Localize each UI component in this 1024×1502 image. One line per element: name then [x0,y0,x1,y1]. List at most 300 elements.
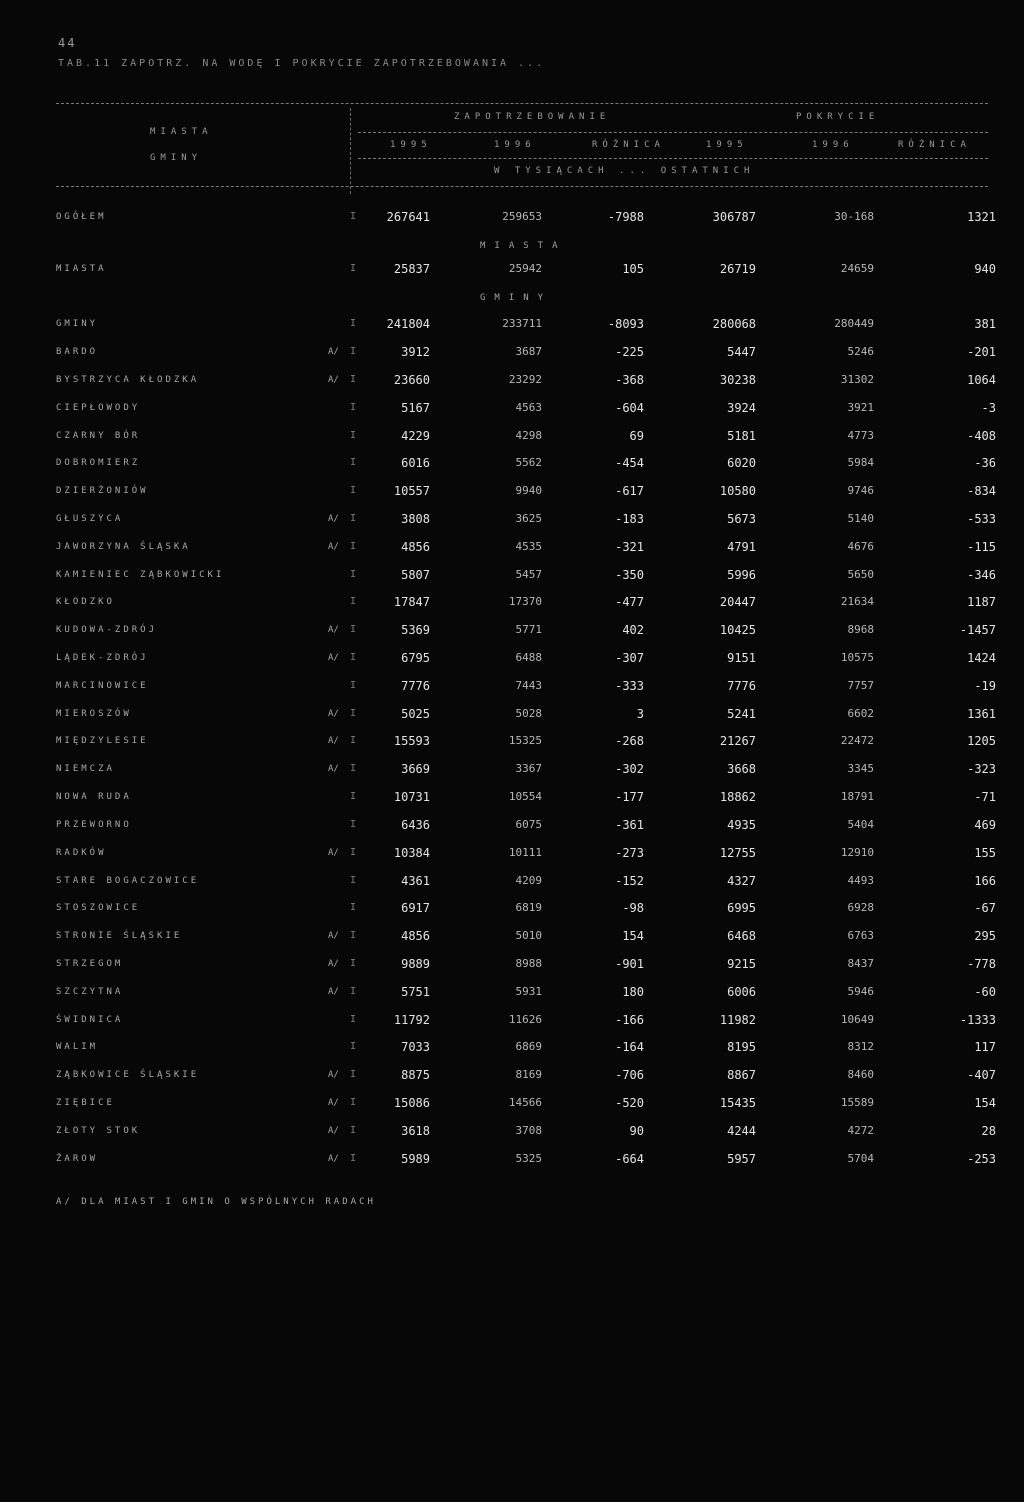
row-value-c1: 3808 [401,512,430,526]
row-value-c1: 7776 [401,679,430,693]
row-value-c1: 5369 [401,623,430,637]
row-value-c1: 15593 [393,734,430,748]
row-value-c1: 10731 [393,790,430,804]
row-value-c2: 5010 [515,929,542,942]
header-rule-top [56,103,988,104]
row-value-c6: 1205 [967,734,996,748]
header-col-5: 1996 [812,140,854,150]
row-name: CIEPŁOWODY [56,403,141,413]
table-row [56,455,996,477]
row-value-c4: 4244 [727,1124,756,1138]
table-row [56,1151,996,1173]
row-value-c2: 5562 [515,456,542,469]
row-value-c4: 6020 [727,456,756,470]
table-row [56,567,996,589]
row-value-c1: 25837 [393,262,430,276]
row-value-c2: 6075 [515,818,542,831]
row-name: BYSTRZYCA KŁODZKA [56,375,200,385]
row-value-c4: 30238 [719,373,756,387]
row-value-c3: 180 [622,985,644,999]
row-flag: A/ [328,987,339,997]
table-row [56,594,996,616]
row-separator: I [350,263,357,274]
row-name: SZCZYTNA [56,987,124,997]
header-area-label: MIASTA [150,127,213,137]
row-separator: I [350,624,357,635]
row-name: ZĄBKOWICE ŚLĄSKIE [56,1070,200,1080]
header-col-6: RÓŻNICA [898,140,971,150]
row-value-c2: 3367 [515,762,542,775]
table-row [56,928,996,950]
row-value-c1: 5989 [401,1152,430,1166]
row-value-c4: 12755 [719,846,756,860]
row-flag: A/ [328,375,339,385]
table-row [56,984,996,1006]
row-value-c6: -67 [974,901,996,915]
row-name: NOWA RUDA [56,792,132,802]
row-name: KAMIENIEC ZĄBKOWICKI [56,570,225,580]
row-separator: I [350,541,357,552]
row-value-c5: 5704 [847,1152,874,1165]
row-value-c2: 4535 [515,540,542,553]
row-value-c4: 9215 [727,957,756,971]
row-separator: I [350,819,357,830]
table-row [56,678,996,700]
row-value-c4: 8867 [727,1068,756,1082]
row-value-c5: 5984 [847,456,874,469]
row-value-c6: -60 [974,985,996,999]
table-row [56,539,996,561]
row-value-c2: 5931 [515,985,542,998]
row-value-c3: 105 [622,262,644,276]
row-value-c6: 166 [974,874,996,888]
row-value-c3: -164 [615,1040,644,1054]
row-separator: I [350,346,357,357]
section-communes: GMINY [480,293,553,303]
row-value-c3: -225 [615,345,644,359]
row-value-c6: -1333 [959,1013,996,1027]
row-value-c4: 3924 [727,401,756,415]
row-value-c4: 21267 [719,734,756,748]
row-name: DZIERŻONIÓW [56,486,149,496]
row-flag: A/ [328,1098,339,1108]
table-row [56,650,996,672]
row-name: ŻAROW [56,1154,99,1164]
row-value-c2: 4209 [515,874,542,887]
row-value-c3: -477 [615,595,644,609]
row-value-c5: 6602 [847,707,874,720]
header-rule-group [358,132,988,133]
row-value-c3: -302 [615,762,644,776]
row-name: CZARNY BÓR [56,431,141,441]
row-value-c5: 30-168 [834,210,874,223]
row-separator: I [350,457,357,468]
row-name: NIEMCZA [56,764,115,774]
row-value-c4: 18862 [719,790,756,804]
row-value-c4: 15435 [719,1096,756,1110]
row-value-c5: 21634 [840,595,874,608]
row-value-c4: 4935 [727,818,756,832]
table-row [56,1012,996,1034]
row-value-c6: -253 [967,1152,996,1166]
table-row [56,1095,996,1117]
row-value-c1: 267641 [386,210,430,224]
table-row [56,372,996,394]
header-col-1: 1995 [390,140,432,150]
row-separator: I [350,513,357,524]
row-name: MIĘDZYLESIE [56,736,149,746]
section-cities: MIASTA [480,241,567,251]
row-value-c2: 259653 [502,210,542,223]
row-name: PRZEWORNO [56,820,132,830]
row-value-c2: 5457 [515,568,542,581]
row-flag: A/ [328,959,339,969]
row-value-c5: 8312 [847,1040,874,1053]
header-area-sub-label: GMINY [150,153,203,163]
row-value-c5: 24659 [840,262,874,275]
table-title: TAB.11 ZAPOTRZ. NA WODĘ I POKRYCIE ZAPOTRZEBOWANIA ... [58,58,546,69]
header-group-coverage: POKRYCIE [796,112,880,122]
row-value-c3: -664 [615,1152,644,1166]
row-value-c4: 5241 [727,707,756,721]
row-value-c2: 5028 [515,707,542,720]
row-value-c1: 6016 [401,456,430,470]
row-value-c6: 469 [974,818,996,832]
row-value-c5: 22472 [840,734,874,747]
row-value-c5: 8460 [847,1068,874,1081]
row-name: LĄDEK-ZDRÓJ [56,653,149,663]
header-col-4: 1995 [706,140,748,150]
row-value-c6: 295 [974,929,996,943]
row-value-c1: 17847 [393,595,430,609]
row-value-c2: 4298 [515,429,542,442]
row-value-c3: -273 [615,846,644,860]
row-value-c6: -71 [974,790,996,804]
row-value-c1: 4229 [401,429,430,443]
table-row [56,900,996,922]
row-value-c4: 10425 [719,623,756,637]
row-value-c4: 280068 [712,317,756,331]
table-row [56,817,996,839]
row-flag: A/ [328,625,339,635]
row-value-c5: 15589 [840,1096,874,1109]
row-flag: A/ [328,736,339,746]
row-value-c1: 6436 [401,818,430,832]
row-value-c2: 4563 [515,401,542,414]
row-separator: I [350,763,357,774]
table-row [56,706,996,728]
row-value-c5: 5140 [847,512,874,525]
row-flag: A/ [328,848,339,858]
row-separator: I [350,652,357,663]
row-separator: I [350,1069,357,1080]
row-flag: A/ [328,931,339,941]
row-value-c3: 69 [629,429,644,443]
row-value-c6: -3 [981,401,996,415]
row-value-c2: 11626 [508,1013,542,1026]
row-name: DOBROMIERZ [56,458,141,468]
row-flag: A/ [328,653,339,663]
table-row [56,956,996,978]
row-value-c6: -346 [967,568,996,582]
table-row [56,622,996,644]
row-value-c5: 6928 [847,901,874,914]
row-value-c2: 10111 [508,846,542,859]
row-name: KUDOWA-ZDRÓJ [56,625,158,635]
table-row [56,209,996,231]
row-value-c2: 8169 [515,1068,542,1081]
row-separator: I [350,735,357,746]
row-separator: I [350,986,357,997]
header-unit: W TYSIĄCACH ... OSTATNICH [494,166,755,176]
row-value-c2: 6869 [515,1040,542,1053]
row-value-c4: 9151 [727,651,756,665]
row-name: MARCINOWICE [56,681,149,691]
row-value-c5: 5650 [847,568,874,581]
page-number: 44 [58,36,77,50]
row-value-c5: 4676 [847,540,874,553]
table-row [56,733,996,755]
row-value-c6: -408 [967,429,996,443]
row-value-c1: 3912 [401,345,430,359]
row-value-c5: 10575 [840,651,874,664]
row-value-c6: 1424 [967,651,996,665]
row-separator: I [350,791,357,802]
row-value-c4: 5181 [727,429,756,443]
row-flag: A/ [328,347,339,357]
row-value-c2: 14566 [508,1096,542,1109]
row-value-c5: 4773 [847,429,874,442]
row-flag: A/ [328,1070,339,1080]
header-rule-columns [358,158,988,159]
row-value-c3: -166 [615,1013,644,1027]
row-name: WALIM [56,1042,99,1052]
row-name: RADKÓW [56,848,107,858]
table-row [56,761,996,783]
row-name: JAWORZYNA ŚLĄSKA [56,542,191,552]
row-name: GMINY [56,319,99,329]
table-row [56,1039,996,1061]
row-value-c5: 5404 [847,818,874,831]
row-name: BARDO [56,347,99,357]
row-value-c6: 381 [974,317,996,331]
row-value-c3: -520 [615,1096,644,1110]
row-value-c3: -307 [615,651,644,665]
table-row [56,1123,996,1145]
row-value-c3: -604 [615,401,644,415]
footnote: A/ DLA MIAST I GMIN O WSPÓLNYCH RADACH [56,1197,376,1207]
table-row [56,344,996,366]
row-separator: I [350,1041,357,1052]
row-separator: I [350,902,357,913]
row-value-c3: -454 [615,456,644,470]
row-value-c2: 233711 [502,317,542,330]
row-value-c5: 7757 [847,679,874,692]
row-value-c3: 402 [622,623,644,637]
row-value-c4: 20447 [719,595,756,609]
row-value-c1: 11792 [393,1013,430,1027]
row-name: GŁUSZYCA [56,514,124,524]
row-value-c3: -177 [615,790,644,804]
row-value-c1: 7033 [401,1040,430,1054]
table-row [56,789,996,811]
row-value-c1: 10557 [393,484,430,498]
row-value-c3: -350 [615,568,644,582]
row-flag: A/ [328,709,339,719]
row-value-c2: 5325 [515,1152,542,1165]
row-value-c3: -617 [615,484,644,498]
row-value-c6: -19 [974,679,996,693]
table-row [56,1067,996,1089]
row-value-c1: 6795 [401,651,430,665]
row-value-c6: -36 [974,456,996,470]
row-value-c3: -368 [615,373,644,387]
row-value-c6: -323 [967,762,996,776]
row-name: ZIĘBICE [56,1098,115,1108]
row-name: STRONIE ŚLĄSKIE [56,931,183,941]
row-value-c4: 8195 [727,1040,756,1054]
row-separator: I [350,211,357,222]
row-value-c3: -268 [615,734,644,748]
row-value-c1: 4856 [401,540,430,554]
header-group-demand: ZAPOTRZEBOWANIE [454,112,611,122]
row-value-c4: 6468 [727,929,756,943]
table-row [56,511,996,533]
row-value-c1: 5807 [401,568,430,582]
row-value-c5: 8437 [847,957,874,970]
row-value-c6: 154 [974,1096,996,1110]
row-value-c5: 4493 [847,874,874,887]
row-name: OGÓŁEM [56,212,107,222]
row-separator: I [350,1153,357,1164]
row-value-c4: 5673 [727,512,756,526]
row-value-c1: 8875 [401,1068,430,1082]
row-value-c5: 18791 [840,790,874,803]
row-value-c3: 154 [622,929,644,943]
row-value-c2: 17370 [508,595,542,608]
row-separator: I [350,1125,357,1136]
row-flag: A/ [328,1154,339,1164]
header-rule-bottom [56,186,988,187]
row-value-c3: -706 [615,1068,644,1082]
row-value-c4: 4327 [727,874,756,888]
row-value-c6: -778 [967,957,996,971]
row-separator: I [350,875,357,886]
row-name: ZŁOTY STOK [56,1126,141,1136]
table-row [56,483,996,505]
row-value-c6: 28 [981,1124,996,1138]
row-value-c5: 3921 [847,401,874,414]
row-value-c5: 31302 [840,373,874,386]
row-separator: I [350,569,357,580]
header-separator [350,108,351,194]
row-value-c6: -1457 [959,623,996,637]
table-row [56,261,996,283]
row-value-c4: 5957 [727,1152,756,1166]
row-flag: A/ [328,764,339,774]
row-value-c3: -361 [615,818,644,832]
row-value-c1: 15086 [393,1096,430,1110]
row-flag: A/ [328,1126,339,1136]
row-value-c6: 155 [974,846,996,860]
row-separator: I [350,402,357,413]
row-value-c1: 241804 [386,317,430,331]
row-separator: I [350,708,357,719]
row-value-c2: 9940 [515,484,542,497]
row-value-c2: 7443 [515,679,542,692]
row-separator: I [350,847,357,858]
row-value-c4: 11982 [719,1013,756,1027]
row-value-c1: 23660 [393,373,430,387]
row-separator: I [350,485,357,496]
row-value-c1: 9889 [401,957,430,971]
row-value-c2: 23292 [508,373,542,386]
row-value-c4: 7776 [727,679,756,693]
row-value-c6: -115 [967,540,996,554]
table-row [56,873,996,895]
row-name: STRZEGOM [56,959,124,969]
row-value-c2: 10554 [508,790,542,803]
row-separator: I [350,596,357,607]
row-value-c5: 10649 [840,1013,874,1026]
row-value-c1: 5751 [401,985,430,999]
row-separator: I [350,374,357,385]
row-value-c2: 25942 [508,262,542,275]
row-name: ŚWIDNICA [56,1015,124,1025]
row-value-c1: 4856 [401,929,430,943]
row-value-c2: 8988 [515,957,542,970]
row-value-c3: -7988 [607,210,644,224]
row-value-c3: -183 [615,512,644,526]
row-flag: A/ [328,542,339,552]
row-value-c3: -98 [622,901,644,915]
row-value-c2: 3708 [515,1124,542,1137]
row-flag: A/ [328,514,339,524]
row-name: MIASTA [56,264,107,274]
row-separator: I [350,430,357,441]
row-separator: I [350,1014,357,1025]
row-value-c4: 3668 [727,762,756,776]
row-value-c2: 6819 [515,901,542,914]
row-separator: I [350,318,357,329]
row-value-c6: -533 [967,512,996,526]
row-value-c5: 5246 [847,345,874,358]
row-value-c2: 6488 [515,651,542,664]
row-value-c5: 12910 [840,846,874,859]
row-value-c2: 15325 [508,734,542,747]
row-name: KŁODZKO [56,597,115,607]
row-value-c5: 5946 [847,985,874,998]
row-value-c6: 1321 [967,210,996,224]
row-value-c6: 1361 [967,707,996,721]
row-value-c5: 9746 [847,484,874,497]
row-value-c1: 6917 [401,901,430,915]
row-value-c3: -8093 [607,317,644,331]
row-value-c1: 3669 [401,762,430,776]
row-value-c5: 4272 [847,1124,874,1137]
row-name: STARE BOGACZOWICE [56,876,200,886]
row-value-c5: 6763 [847,929,874,942]
row-name: MIEROSZÓW [56,709,132,719]
row-value-c5: 3345 [847,762,874,775]
row-value-c6: 1064 [967,373,996,387]
table-row [56,428,996,450]
row-name: STOSZOWICE [56,903,141,913]
table-row [56,400,996,422]
row-value-c3: -152 [615,874,644,888]
row-separator: I [350,1097,357,1108]
row-value-c6: 117 [974,1040,996,1054]
